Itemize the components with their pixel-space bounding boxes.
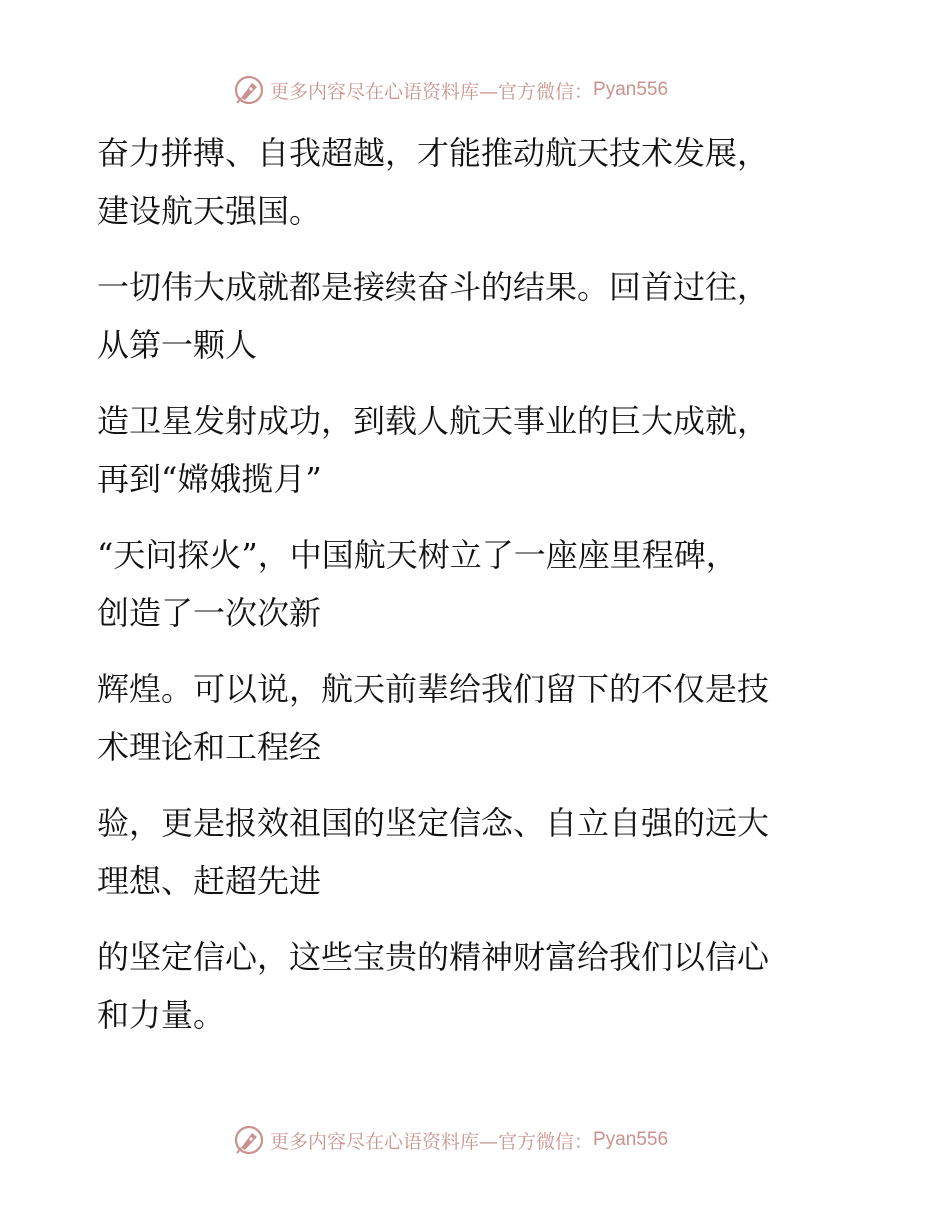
body-line: 建设航天强国。 <box>97 192 322 230</box>
footer-site-name: 更多内容尽在心语资料库 <box>270 1130 480 1153</box>
body-line: 术理论和工程经 <box>97 728 322 766</box>
header-watermark <box>232 72 712 108</box>
body-line: “天问探火”，中国航天树立了一座座里程碑， <box>97 536 738 574</box>
body-line: 奋力拼搏、自我超越，才能推动航天技术发展， <box>97 134 770 172</box>
header-wechat-label: —官方微信： <box>479 80 594 103</box>
footer-wechat-id: Pyan556 <box>593 1129 669 1150</box>
body-line: 验，更是报效祖国的坚定信念、自立自强的远大 <box>97 804 770 842</box>
footer-wechat-label: —官方微信： <box>479 1130 594 1153</box>
body-line: 造卫星发射成功，到载人航天事业的巨大成就， <box>97 402 770 440</box>
header-site-name: 更多内容尽在心语资料库 <box>270 80 480 103</box>
body-line: 理想、赶超先进 <box>97 862 322 900</box>
body-line: 从第一颗人 <box>97 326 258 364</box>
pen-nib-circle-icon <box>232 73 266 107</box>
body-line: 和力量。 <box>97 996 226 1034</box>
pen-nib-circle-icon <box>232 1123 266 1157</box>
body-line: 创造了一次次新 <box>97 594 322 632</box>
body-line: 的坚定信心，这些宝贵的精神财富给我们以信心 <box>97 938 770 976</box>
header-wechat-id: Pyan556 <box>593 79 669 100</box>
article-body <box>97 124 837 1044</box>
body-line: 再到“嫦娥揽月” <box>97 460 322 498</box>
body-line: 辉煌。可以说，航天前辈给我们留下的不仅是技 <box>97 670 770 708</box>
footer-watermark <box>232 1122 712 1158</box>
body-line: 一切伟大成就都是接续奋斗的结果。回首过往， <box>97 268 770 306</box>
